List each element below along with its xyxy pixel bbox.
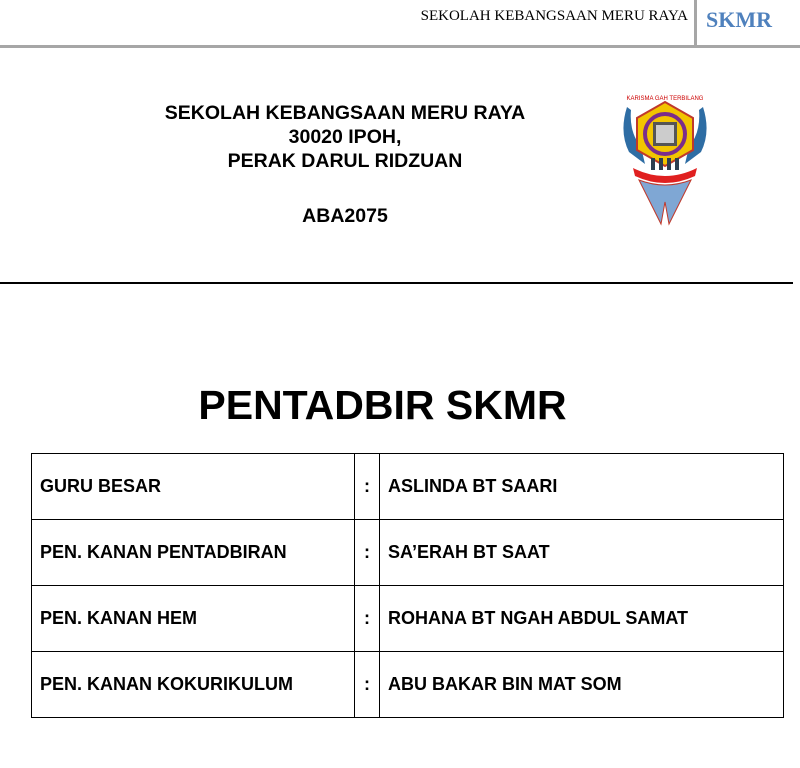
header-divider [694,0,697,46]
header-school-name: SEKOLAH KEBANGSAAN MERU RAYA [420,8,688,24]
role-cell: PEN. KANAN HEM [32,586,355,652]
school-address [60,101,630,173]
school-code: ABA2075 [302,205,388,227]
table-row [32,520,784,586]
address-line: SEKOLAH KEBANGSAAN MERU RAYA [164,102,526,124]
name-cell: ROHANA BT NGAH ABDUL SAMAT [380,586,784,652]
name-cell: ABU BAKAR BIN MAT SOM [380,652,784,718]
role-cell: PEN. KANAN PENTADBIRAN [32,520,355,586]
table-row [32,586,784,652]
table-row [32,454,784,520]
header-rule [0,45,800,48]
address-line: 30020 IPOH, [288,126,402,148]
separator-cell: : [355,652,380,718]
header-abbreviation: SKMR [706,7,772,32]
address-line: PERAK DARUL RIDZUAN [227,150,463,172]
table-row [32,652,784,718]
separator-cell: : [355,520,380,586]
role-cell: PEN. KANAN KOKURIKULUM [32,652,355,718]
administrators-table [31,453,784,718]
separator-cell: : [355,454,380,520]
role-cell: GURU BESAR [32,454,355,520]
school-logo [615,92,715,227]
name-cell: SA’ERAH BT SAAT [380,520,784,586]
separator-cell: : [355,586,380,652]
name-cell: ASLINDA BT SAARI [380,454,784,520]
section-rule [0,282,793,284]
page-title: PENTADBIR SKMR [198,382,567,428]
svg-text:KARISMA GAH TERBILANG: KARISMA GAH TERBILANG [626,96,704,102]
